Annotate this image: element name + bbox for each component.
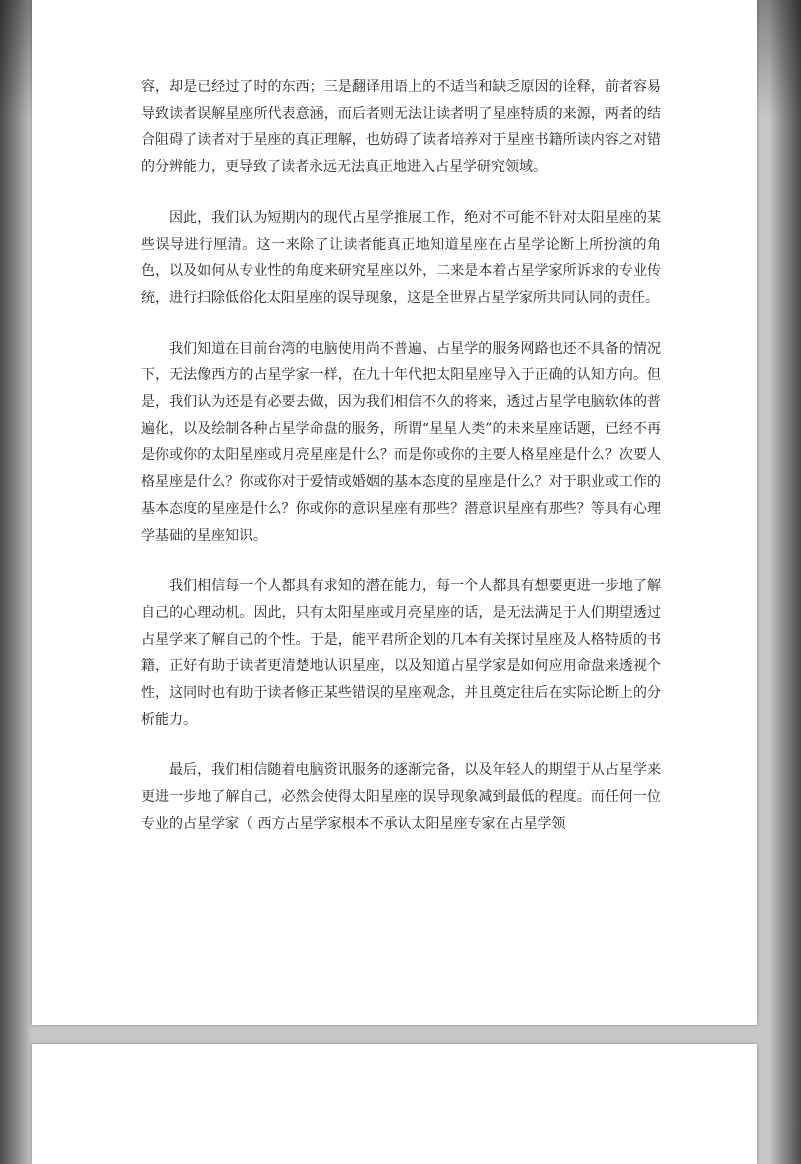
paragraph: 最后，我们相信随着电脑资讯服务的逐渐完备，以及年轻人的期望于从占星学来更进一步地了解自己，必然会使得太阳星座的误导现象减到最低的程度。而任何一位专业的占星学家（ 西方占星学家根本不承认太阳星座专家在占星学领: [141, 762, 661, 832]
next-document-page: [32, 1044, 757, 1164]
paragraph: 我们相信每一个人都具有求知的潜在能力，每一个人都具有想要更进一步地了解自己的心理动机。因此，只有太阳星座或月亮星座的话，是无法满足于人们期望透过占星学来了解自己的个性。于是，能平君所企划的几本有关探讨星座及人格特质的书籍，正好有助于读者更清楚地认识星座，以及知道占星学家是如何应用命盘来透视个性，这同时也有助于读者修正某些错误的星座观念，并且奠定往后在实际论断上的分析能力。: [141, 578, 661, 728]
paragraph-continued: 容，却是已经过了时的东西；三是翻译用语上的不适当和缺乏原因的诠释，前者容易导致读者误解星座所代表意涵，而后者则无法让读者明了星座特质的来源，两者的结合阻碍了读者对于星座的真正理解，也妨碍了读者培养对于星座书籍所读内容之对错的分辨能力，更导致了读者永远无法真正地进入占星学研究领域。: [141, 79, 661, 176]
paragraph: 我们知道在目前台湾的电脑使用尚不普遍、占星学的服务网路也还不具备的情况下，无法像西方的占星学家一样，在九十年代把太阳星座导入于正确的认知方向。但是，我们认为还是有必要去做，因为我们相信不久的将来，透过占星学电脑软体的普遍化，以及绘制各种占星学命盘的服务，所谓“星星人类”的未来星座话题，已经不再是你或你的太阳星座或月亮星座是什么？而是你或你的主要人格星座是什么？次要人格星座是什么？你或你对于爱情或婚姻的基本态度的星座是什么？对于职业或工作的基本态度的星座是什么？你或你的意识星座有那些？潜意识星座有那些？等具有心理学基础的星座知识。: [141, 340, 661, 544]
paragraph: 因此，我们认为短期内的现代占星学推展工作，绝对不可能不针对太阳星座的某些误导进行厘清。这一来除了让读者能真正地知道星座在占星学论断上所扮演的角色，以及如何从专业性的角度来研究星座以外，二来是本着占星学家所诉求的专业传统，进行扫除低俗化太阳星座的误导现象，这是全世界占星学家所共同认同的责任。: [141, 209, 661, 306]
document-page: [32, 0, 757, 1025]
page-text: [141, 74, 661, 838]
